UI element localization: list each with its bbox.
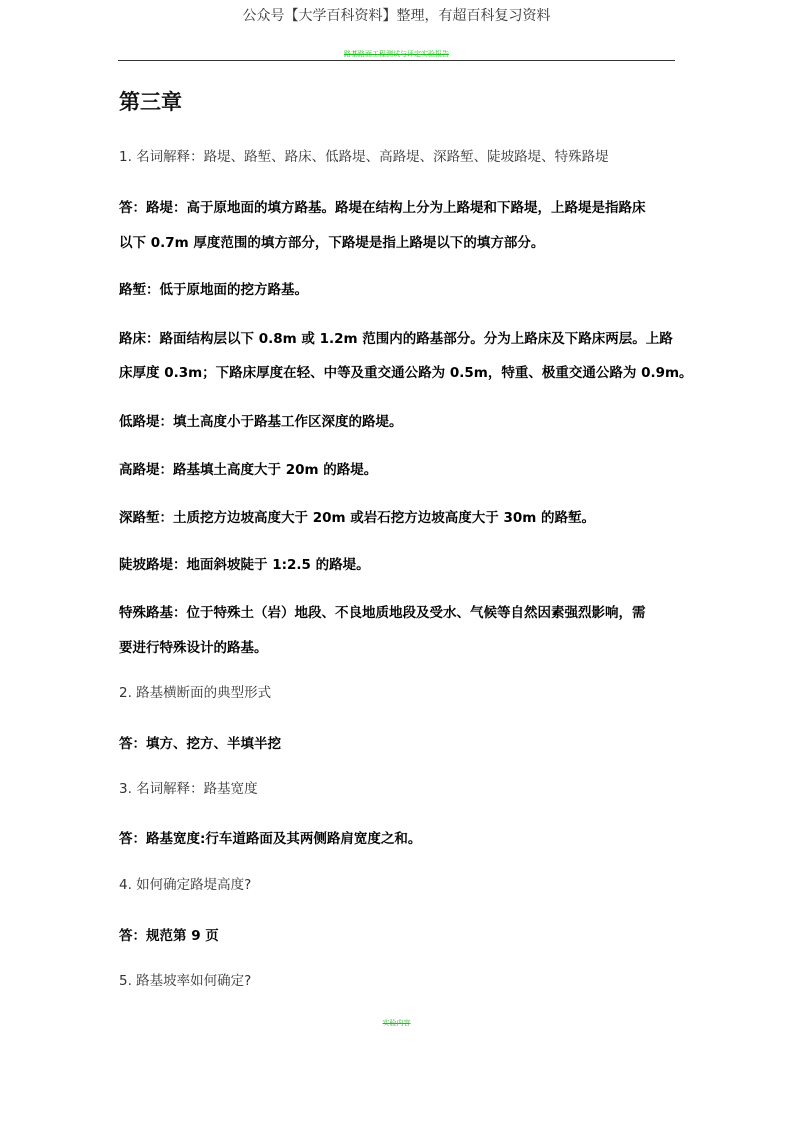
answer-q2: 答：填方、挖方、半填半挖: [119, 736, 281, 752]
watermark-top: 路基路面工程测试与评定实验报告: [344, 50, 449, 58]
question-1: 1. 名词解释：路堤、路堑、路床、低路堤、高路堤、深路堑、陡坡路堤、特殊路堤: [119, 149, 609, 165]
answer-q4: 答：规范第 9 页: [119, 928, 219, 944]
answer-lu-chuang-line-2: 床厚度 0.3m；下路床厚度在轻、中等及重交通公路为 0.5m，特重、极重交通公路为 0.9m。: [119, 365, 693, 381]
page-header: 公众号【大学百科资料】整理，有超百科复习资料: [242, 8, 551, 24]
answer-shen-lu-qian: 深路堑：土质挖方边坡高度大于 20m 或岩石挖方边坡高度大于 30m 的路堑。: [119, 510, 596, 526]
answer-dou-po-lu-di: 陡坡路堤：地面斜坡陡于 1:2.5 的路堤。: [119, 557, 370, 573]
watermark-bottom: 实验内容: [382, 1019, 411, 1027]
answer-te-shu-line-2: 要进行特殊设计的路基。: [119, 640, 268, 656]
chapter-title: 第三章: [119, 90, 182, 114]
answer-lu-qian: 路堑：低于原地面的挖方路基。: [119, 282, 308, 298]
answer-lu-di-line-1: 答：路堤：高于原地面的填方路基。路堤在结构上分为上路堤和下路堤，上路堤是指路床: [119, 200, 646, 216]
question-5: 5. 路基坡率如何确定?: [119, 973, 252, 989]
answer-q3: 答：路基宽度:行车道路面及其两侧路肩宽度之和。: [119, 831, 422, 847]
question-2: 2. 路基横断面的典型形式: [119, 685, 272, 701]
question-3: 3. 名词解释：路基宽度: [119, 781, 258, 797]
answer-di-lu-di: 低路堤：填土高度小于路基工作区深度的路堤。: [119, 414, 403, 430]
header-rule: [118, 60, 675, 61]
answer-lu-chuang-line-1: 路床：路面结构层以下 0.8m 或 1.2m 范围内的路基部分。分为上路床及下路床两层。上路: [119, 331, 673, 347]
answer-lu-di-line-2: 以下 0.7m 厚度范围的填方部分，下路堤是指上路堤以下的填方部分。: [119, 235, 545, 251]
answer-te-shu-line-1: 特殊路基：位于特殊土（岩）地段、不良地质地段及受水、气候等自然因素强烈影响，需: [119, 605, 646, 621]
question-4: 4. 如何确定路堤高度?: [119, 877, 252, 893]
answer-gao-lu-di: 高路堤：路基填土高度大于 20m 的路堤。: [119, 462, 378, 478]
